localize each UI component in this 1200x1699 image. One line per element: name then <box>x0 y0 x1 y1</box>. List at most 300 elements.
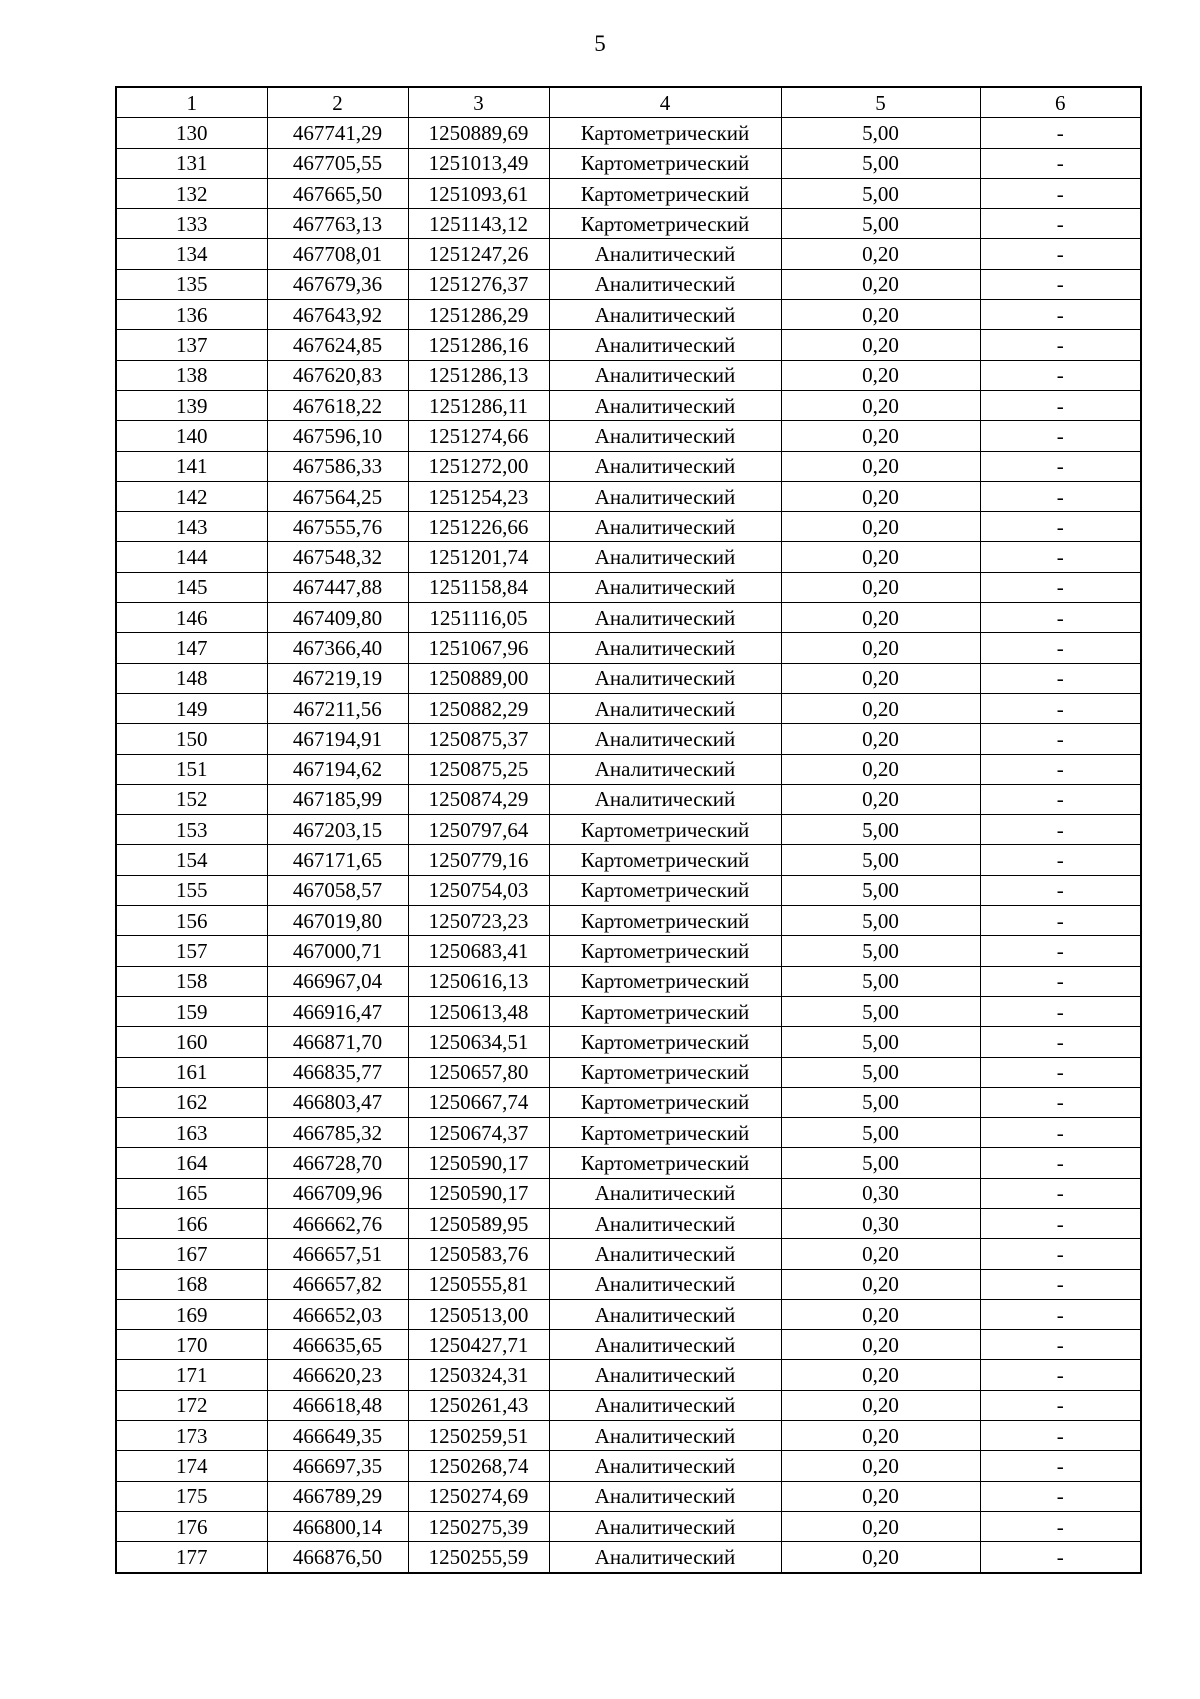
note-cell: - <box>980 1542 1141 1573</box>
table-row <box>116 1269 1141 1299</box>
x-coordinate-cell: 466649,35 <box>267 1421 408 1451</box>
point-number-cell: 174 <box>116 1451 267 1481</box>
point-number-cell: 140 <box>116 421 267 451</box>
page-number: 5 <box>594 31 606 56</box>
method-cell: Аналитический <box>549 1511 781 1541</box>
point-number-cell: 172 <box>116 1390 267 1420</box>
x-coordinate-cell: 466785,32 <box>267 1118 408 1148</box>
accuracy-cell: 5,00 <box>781 1148 980 1178</box>
accuracy-cell: 0,20 <box>781 512 980 542</box>
y-coordinate-cell: 1250255,59 <box>408 1542 549 1573</box>
y-coordinate-cell: 1251286,16 <box>408 330 549 360</box>
table-row <box>116 542 1141 572</box>
table-row <box>116 1481 1141 1511</box>
y-coordinate-cell: 1250875,25 <box>408 754 549 784</box>
y-coordinate-cell: 1250889,00 <box>408 663 549 693</box>
x-coordinate-cell: 467596,10 <box>267 421 408 451</box>
column-header: 5 <box>781 87 980 118</box>
x-coordinate-cell: 467705,55 <box>267 148 408 178</box>
point-number-cell: 169 <box>116 1299 267 1329</box>
method-cell: Картометрический <box>549 1118 781 1148</box>
x-coordinate-cell: 467194,62 <box>267 754 408 784</box>
accuracy-cell: 0,30 <box>781 1208 980 1238</box>
point-number-cell: 166 <box>116 1208 267 1238</box>
y-coordinate-cell: 1251143,12 <box>408 209 549 239</box>
method-cell: Аналитический <box>549 542 781 572</box>
x-coordinate-cell: 467211,56 <box>267 693 408 723</box>
x-coordinate-cell: 466800,14 <box>267 1511 408 1541</box>
table-row <box>116 784 1141 814</box>
x-coordinate-cell: 467000,71 <box>267 936 408 966</box>
table-row <box>116 118 1141 148</box>
y-coordinate-cell: 1251116,05 <box>408 603 549 633</box>
accuracy-cell: 0,20 <box>781 603 980 633</box>
note-cell: - <box>980 300 1141 330</box>
note-cell: - <box>980 1511 1141 1541</box>
point-number-cell: 167 <box>116 1239 267 1269</box>
method-cell: Аналитический <box>549 421 781 451</box>
note-cell: - <box>980 906 1141 936</box>
point-number-cell: 144 <box>116 542 267 572</box>
x-coordinate-cell: 466635,65 <box>267 1330 408 1360</box>
note-cell: - <box>980 1390 1141 1420</box>
point-number-cell: 150 <box>116 724 267 754</box>
point-number-cell: 151 <box>116 754 267 784</box>
method-cell: Аналитический <box>549 481 781 511</box>
point-number-cell: 157 <box>116 936 267 966</box>
column-header: 6 <box>980 87 1141 118</box>
note-cell: - <box>980 390 1141 420</box>
point-number-cell: 159 <box>116 996 267 1026</box>
x-coordinate-cell: 467624,85 <box>267 330 408 360</box>
method-cell: Картометрический <box>549 209 781 239</box>
table-row <box>116 239 1141 269</box>
y-coordinate-cell: 1250674,37 <box>408 1118 549 1148</box>
accuracy-cell: 0,20 <box>781 300 980 330</box>
table-row <box>116 451 1141 481</box>
x-coordinate-cell: 467741,29 <box>267 118 408 148</box>
method-cell: Аналитический <box>549 633 781 663</box>
table-row <box>116 1299 1141 1329</box>
point-number-cell: 176 <box>116 1511 267 1541</box>
y-coordinate-cell: 1251247,26 <box>408 239 549 269</box>
y-coordinate-cell: 1250634,51 <box>408 1027 549 1057</box>
table-row <box>116 633 1141 663</box>
table-row <box>116 936 1141 966</box>
accuracy-cell: 0,20 <box>781 1542 980 1573</box>
table-row <box>116 572 1141 602</box>
table-row <box>116 966 1141 996</box>
accuracy-cell: 5,00 <box>781 1057 980 1087</box>
note-cell: - <box>980 512 1141 542</box>
point-number-cell: 171 <box>116 1360 267 1390</box>
x-coordinate-cell: 466652,03 <box>267 1299 408 1329</box>
x-coordinate-cell: 467618,22 <box>267 390 408 420</box>
y-coordinate-cell: 1250513,00 <box>408 1299 549 1329</box>
accuracy-cell: 0,20 <box>781 754 980 784</box>
table-row <box>116 603 1141 633</box>
note-cell: - <box>980 1057 1141 1087</box>
table-row <box>116 1178 1141 1208</box>
column-header: 1 <box>116 87 267 118</box>
note-cell: - <box>980 239 1141 269</box>
method-cell: Аналитический <box>549 1421 781 1451</box>
x-coordinate-cell: 466620,23 <box>267 1360 408 1390</box>
accuracy-cell: 0,20 <box>781 572 980 602</box>
y-coordinate-cell: 1251286,13 <box>408 360 549 390</box>
table-row <box>116 148 1141 178</box>
accuracy-cell: 0,20 <box>781 1239 980 1269</box>
note-cell: - <box>980 1118 1141 1148</box>
accuracy-cell: 0,20 <box>781 269 980 299</box>
x-coordinate-cell: 467555,76 <box>267 512 408 542</box>
note-cell: - <box>980 815 1141 845</box>
point-number-cell: 158 <box>116 966 267 996</box>
x-coordinate-cell: 467203,15 <box>267 815 408 845</box>
column-header: 2 <box>267 87 408 118</box>
y-coordinate-cell: 1250797,64 <box>408 815 549 845</box>
accuracy-cell: 0,20 <box>781 724 980 754</box>
method-cell: Аналитический <box>549 1390 781 1420</box>
method-cell: Аналитический <box>549 1299 781 1329</box>
table-row <box>116 875 1141 905</box>
method-cell: Аналитический <box>549 724 781 754</box>
note-cell: - <box>980 1451 1141 1481</box>
accuracy-cell: 0,20 <box>781 1269 980 1299</box>
point-number-cell: 165 <box>116 1178 267 1208</box>
method-cell: Картометрический <box>549 1027 781 1057</box>
x-coordinate-cell: 467409,80 <box>267 603 408 633</box>
point-number-cell: 177 <box>116 1542 267 1573</box>
y-coordinate-cell: 1250275,39 <box>408 1511 549 1541</box>
x-coordinate-cell: 467679,36 <box>267 269 408 299</box>
note-cell: - <box>980 1027 1141 1057</box>
note-cell: - <box>980 360 1141 390</box>
note-cell: - <box>980 481 1141 511</box>
point-number-cell: 134 <box>116 239 267 269</box>
point-number-cell: 146 <box>116 603 267 633</box>
note-cell: - <box>980 936 1141 966</box>
method-cell: Аналитический <box>549 1481 781 1511</box>
method-cell: Картометрический <box>549 178 781 208</box>
y-coordinate-cell: 1250874,29 <box>408 784 549 814</box>
accuracy-cell: 0,20 <box>781 1451 980 1481</box>
x-coordinate-cell: 466871,70 <box>267 1027 408 1057</box>
accuracy-cell: 5,00 <box>781 845 980 875</box>
note-cell: - <box>980 1481 1141 1511</box>
accuracy-cell: 0,20 <box>781 330 980 360</box>
table-row <box>116 1511 1141 1541</box>
method-cell: Картометрический <box>549 966 781 996</box>
point-number-cell: 136 <box>116 300 267 330</box>
x-coordinate-cell: 466803,47 <box>267 1087 408 1117</box>
y-coordinate-cell: 1251254,23 <box>408 481 549 511</box>
x-coordinate-cell: 466876,50 <box>267 1542 408 1573</box>
point-number-cell: 163 <box>116 1118 267 1148</box>
method-cell: Аналитический <box>549 1269 781 1299</box>
accuracy-cell: 0,20 <box>781 360 980 390</box>
table-row <box>116 178 1141 208</box>
y-coordinate-cell: 1251013,49 <box>408 148 549 178</box>
accuracy-cell: 0,20 <box>781 481 980 511</box>
point-number-cell: 141 <box>116 451 267 481</box>
table-row <box>116 1451 1141 1481</box>
method-cell: Картометрический <box>549 845 781 875</box>
table-row <box>116 1087 1141 1117</box>
point-number-cell: 137 <box>116 330 267 360</box>
method-cell: Аналитический <box>549 390 781 420</box>
method-cell: Аналитический <box>549 300 781 330</box>
method-cell: Аналитический <box>549 1208 781 1238</box>
table-row <box>116 1390 1141 1420</box>
method-cell: Картометрический <box>549 148 781 178</box>
x-coordinate-cell: 467643,92 <box>267 300 408 330</box>
table-row <box>116 724 1141 754</box>
method-cell: Аналитический <box>549 693 781 723</box>
note-cell: - <box>980 1148 1141 1178</box>
point-number-cell: 154 <box>116 845 267 875</box>
table-row <box>116 1057 1141 1087</box>
table-row <box>116 481 1141 511</box>
note-cell: - <box>980 1360 1141 1390</box>
table-row <box>116 996 1141 1026</box>
x-coordinate-cell: 466697,35 <box>267 1451 408 1481</box>
table-row <box>116 1421 1141 1451</box>
note-cell: - <box>980 572 1141 602</box>
note-cell: - <box>980 269 1141 299</box>
accuracy-cell: 0,20 <box>781 1421 980 1451</box>
method-cell: Аналитический <box>549 330 781 360</box>
accuracy-cell: 0,20 <box>781 421 980 451</box>
accuracy-cell: 5,00 <box>781 996 980 1026</box>
table-row <box>116 1148 1141 1178</box>
x-coordinate-cell: 466789,29 <box>267 1481 408 1511</box>
accuracy-cell: 0,20 <box>781 1390 980 1420</box>
accuracy-cell: 0,20 <box>781 1481 980 1511</box>
x-coordinate-cell: 467171,65 <box>267 845 408 875</box>
table-row <box>116 360 1141 390</box>
y-coordinate-cell: 1250268,74 <box>408 1451 549 1481</box>
y-coordinate-cell: 1250613,48 <box>408 996 549 1026</box>
method-cell: Аналитический <box>549 1330 781 1360</box>
table-header-row <box>116 87 1141 118</box>
note-cell: - <box>980 1208 1141 1238</box>
y-coordinate-cell: 1250555,81 <box>408 1269 549 1299</box>
method-cell: Аналитический <box>549 1451 781 1481</box>
method-cell: Картометрический <box>549 996 781 1026</box>
point-number-cell: 175 <box>116 1481 267 1511</box>
point-number-cell: 148 <box>116 663 267 693</box>
point-number-cell: 142 <box>116 481 267 511</box>
method-cell: Аналитический <box>549 663 781 693</box>
table-row <box>116 1239 1141 1269</box>
column-header: 3 <box>408 87 549 118</box>
x-coordinate-cell: 467586,33 <box>267 451 408 481</box>
y-coordinate-cell: 1251286,11 <box>408 390 549 420</box>
accuracy-cell: 0,20 <box>781 542 980 572</box>
note-cell: - <box>980 845 1141 875</box>
y-coordinate-cell: 1250589,95 <box>408 1208 549 1238</box>
x-coordinate-cell: 467447,88 <box>267 572 408 602</box>
y-coordinate-cell: 1250590,17 <box>408 1178 549 1208</box>
y-coordinate-cell: 1250261,43 <box>408 1390 549 1420</box>
y-coordinate-cell: 1250875,37 <box>408 724 549 754</box>
y-coordinate-cell: 1250779,16 <box>408 845 549 875</box>
x-coordinate-cell: 466709,96 <box>267 1178 408 1208</box>
note-cell: - <box>980 966 1141 996</box>
y-coordinate-cell: 1250657,80 <box>408 1057 549 1087</box>
note-cell: - <box>980 996 1141 1026</box>
accuracy-cell: 5,00 <box>781 1027 980 1057</box>
table-row <box>116 754 1141 784</box>
method-cell: Аналитический <box>549 451 781 481</box>
table-row <box>116 1118 1141 1148</box>
note-cell: - <box>980 118 1141 148</box>
note-cell: - <box>980 1330 1141 1360</box>
note-cell: - <box>980 784 1141 814</box>
table-row <box>116 693 1141 723</box>
y-coordinate-cell: 1250667,74 <box>408 1087 549 1117</box>
accuracy-cell: 5,00 <box>781 178 980 208</box>
point-number-cell: 155 <box>116 875 267 905</box>
note-cell: - <box>980 1299 1141 1329</box>
x-coordinate-cell: 467708,01 <box>267 239 408 269</box>
y-coordinate-cell: 1251274,66 <box>408 421 549 451</box>
accuracy-cell: 0,20 <box>781 239 980 269</box>
x-coordinate-cell: 467548,32 <box>267 542 408 572</box>
table-row <box>116 269 1141 299</box>
table-row <box>116 1360 1141 1390</box>
note-cell: - <box>980 451 1141 481</box>
point-number-cell: 131 <box>116 148 267 178</box>
x-coordinate-cell: 467366,40 <box>267 633 408 663</box>
x-coordinate-cell: 466916,47 <box>267 996 408 1026</box>
method-cell: Аналитический <box>549 754 781 784</box>
accuracy-cell: 0,20 <box>781 784 980 814</box>
point-number-cell: 152 <box>116 784 267 814</box>
accuracy-cell: 0,20 <box>781 1299 980 1329</box>
note-cell: - <box>980 663 1141 693</box>
method-cell: Аналитический <box>549 784 781 814</box>
point-number-cell: 147 <box>116 633 267 663</box>
note-cell: - <box>980 1421 1141 1451</box>
method-cell: Картометрический <box>549 1148 781 1178</box>
accuracy-cell: 5,00 <box>781 118 980 148</box>
y-coordinate-cell: 1250274,69 <box>408 1481 549 1511</box>
accuracy-cell: 5,00 <box>781 815 980 845</box>
note-cell: - <box>980 633 1141 663</box>
accuracy-cell: 5,00 <box>781 906 980 936</box>
accuracy-cell: 5,00 <box>781 875 980 905</box>
point-number-cell: 153 <box>116 815 267 845</box>
point-number-cell: 139 <box>116 390 267 420</box>
point-number-cell: 156 <box>116 906 267 936</box>
point-number-cell: 162 <box>116 1087 267 1117</box>
point-number-cell: 132 <box>116 178 267 208</box>
table-row <box>116 1027 1141 1057</box>
accuracy-cell: 0,20 <box>781 693 980 723</box>
y-coordinate-cell: 1251201,74 <box>408 542 549 572</box>
point-number-cell: 138 <box>116 360 267 390</box>
y-coordinate-cell: 1250590,17 <box>408 1148 549 1178</box>
coordinates-table <box>115 86 1142 1574</box>
x-coordinate-cell: 466618,48 <box>267 1390 408 1420</box>
note-cell: - <box>980 178 1141 208</box>
x-coordinate-cell: 467185,99 <box>267 784 408 814</box>
note-cell: - <box>980 330 1141 360</box>
table-row <box>116 663 1141 693</box>
x-coordinate-cell: 466835,77 <box>267 1057 408 1087</box>
x-coordinate-cell: 466662,76 <box>267 1208 408 1238</box>
accuracy-cell: 5,00 <box>781 148 980 178</box>
note-cell: - <box>980 754 1141 784</box>
method-cell: Картометрический <box>549 936 781 966</box>
note-cell: - <box>980 148 1141 178</box>
y-coordinate-cell: 1251276,37 <box>408 269 549 299</box>
accuracy-cell: 5,00 <box>781 966 980 996</box>
note-cell: - <box>980 724 1141 754</box>
x-coordinate-cell: 466657,82 <box>267 1269 408 1299</box>
point-number-cell: 135 <box>116 269 267 299</box>
y-coordinate-cell: 1251272,00 <box>408 451 549 481</box>
note-cell: - <box>980 693 1141 723</box>
point-number-cell: 160 <box>116 1027 267 1057</box>
table-row <box>116 845 1141 875</box>
x-coordinate-cell: 467194,91 <box>267 724 408 754</box>
x-coordinate-cell: 467219,19 <box>267 663 408 693</box>
point-number-cell: 168 <box>116 1269 267 1299</box>
note-cell: - <box>980 1269 1141 1299</box>
x-coordinate-cell: 466657,51 <box>267 1239 408 1269</box>
point-number-cell: 164 <box>116 1148 267 1178</box>
table-row <box>116 815 1141 845</box>
point-number-cell: 173 <box>116 1421 267 1451</box>
y-coordinate-cell: 1250324,31 <box>408 1360 549 1390</box>
method-cell: Картометрический <box>549 118 781 148</box>
table-row <box>116 390 1141 420</box>
y-coordinate-cell: 1251286,29 <box>408 300 549 330</box>
table-row <box>116 1330 1141 1360</box>
note-cell: - <box>980 209 1141 239</box>
y-coordinate-cell: 1251226,66 <box>408 512 549 542</box>
y-coordinate-cell: 1250889,69 <box>408 118 549 148</box>
y-coordinate-cell: 1250616,13 <box>408 966 549 996</box>
method-cell: Аналитический <box>549 1360 781 1390</box>
table-row <box>116 1542 1141 1573</box>
point-number-cell: 145 <box>116 572 267 602</box>
accuracy-cell: 0,20 <box>781 1360 980 1390</box>
accuracy-cell: 5,00 <box>781 1118 980 1148</box>
method-cell: Картометрический <box>549 1087 781 1117</box>
point-number-cell: 143 <box>116 512 267 542</box>
y-coordinate-cell: 1250583,76 <box>408 1239 549 1269</box>
table-row <box>116 421 1141 451</box>
method-cell: Аналитический <box>549 512 781 542</box>
y-coordinate-cell: 1250683,41 <box>408 936 549 966</box>
y-coordinate-cell: 1251158,84 <box>408 572 549 602</box>
method-cell: Аналитический <box>549 239 781 269</box>
accuracy-cell: 0,20 <box>781 663 980 693</box>
note-cell: - <box>980 1087 1141 1117</box>
method-cell: Аналитический <box>549 1178 781 1208</box>
note-cell: - <box>980 1239 1141 1269</box>
method-cell: Картометрический <box>549 875 781 905</box>
method-cell: Аналитический <box>549 1239 781 1269</box>
table-row <box>116 512 1141 542</box>
x-coordinate-cell: 466967,04 <box>267 966 408 996</box>
column-header: 4 <box>549 87 781 118</box>
y-coordinate-cell: 1250754,03 <box>408 875 549 905</box>
